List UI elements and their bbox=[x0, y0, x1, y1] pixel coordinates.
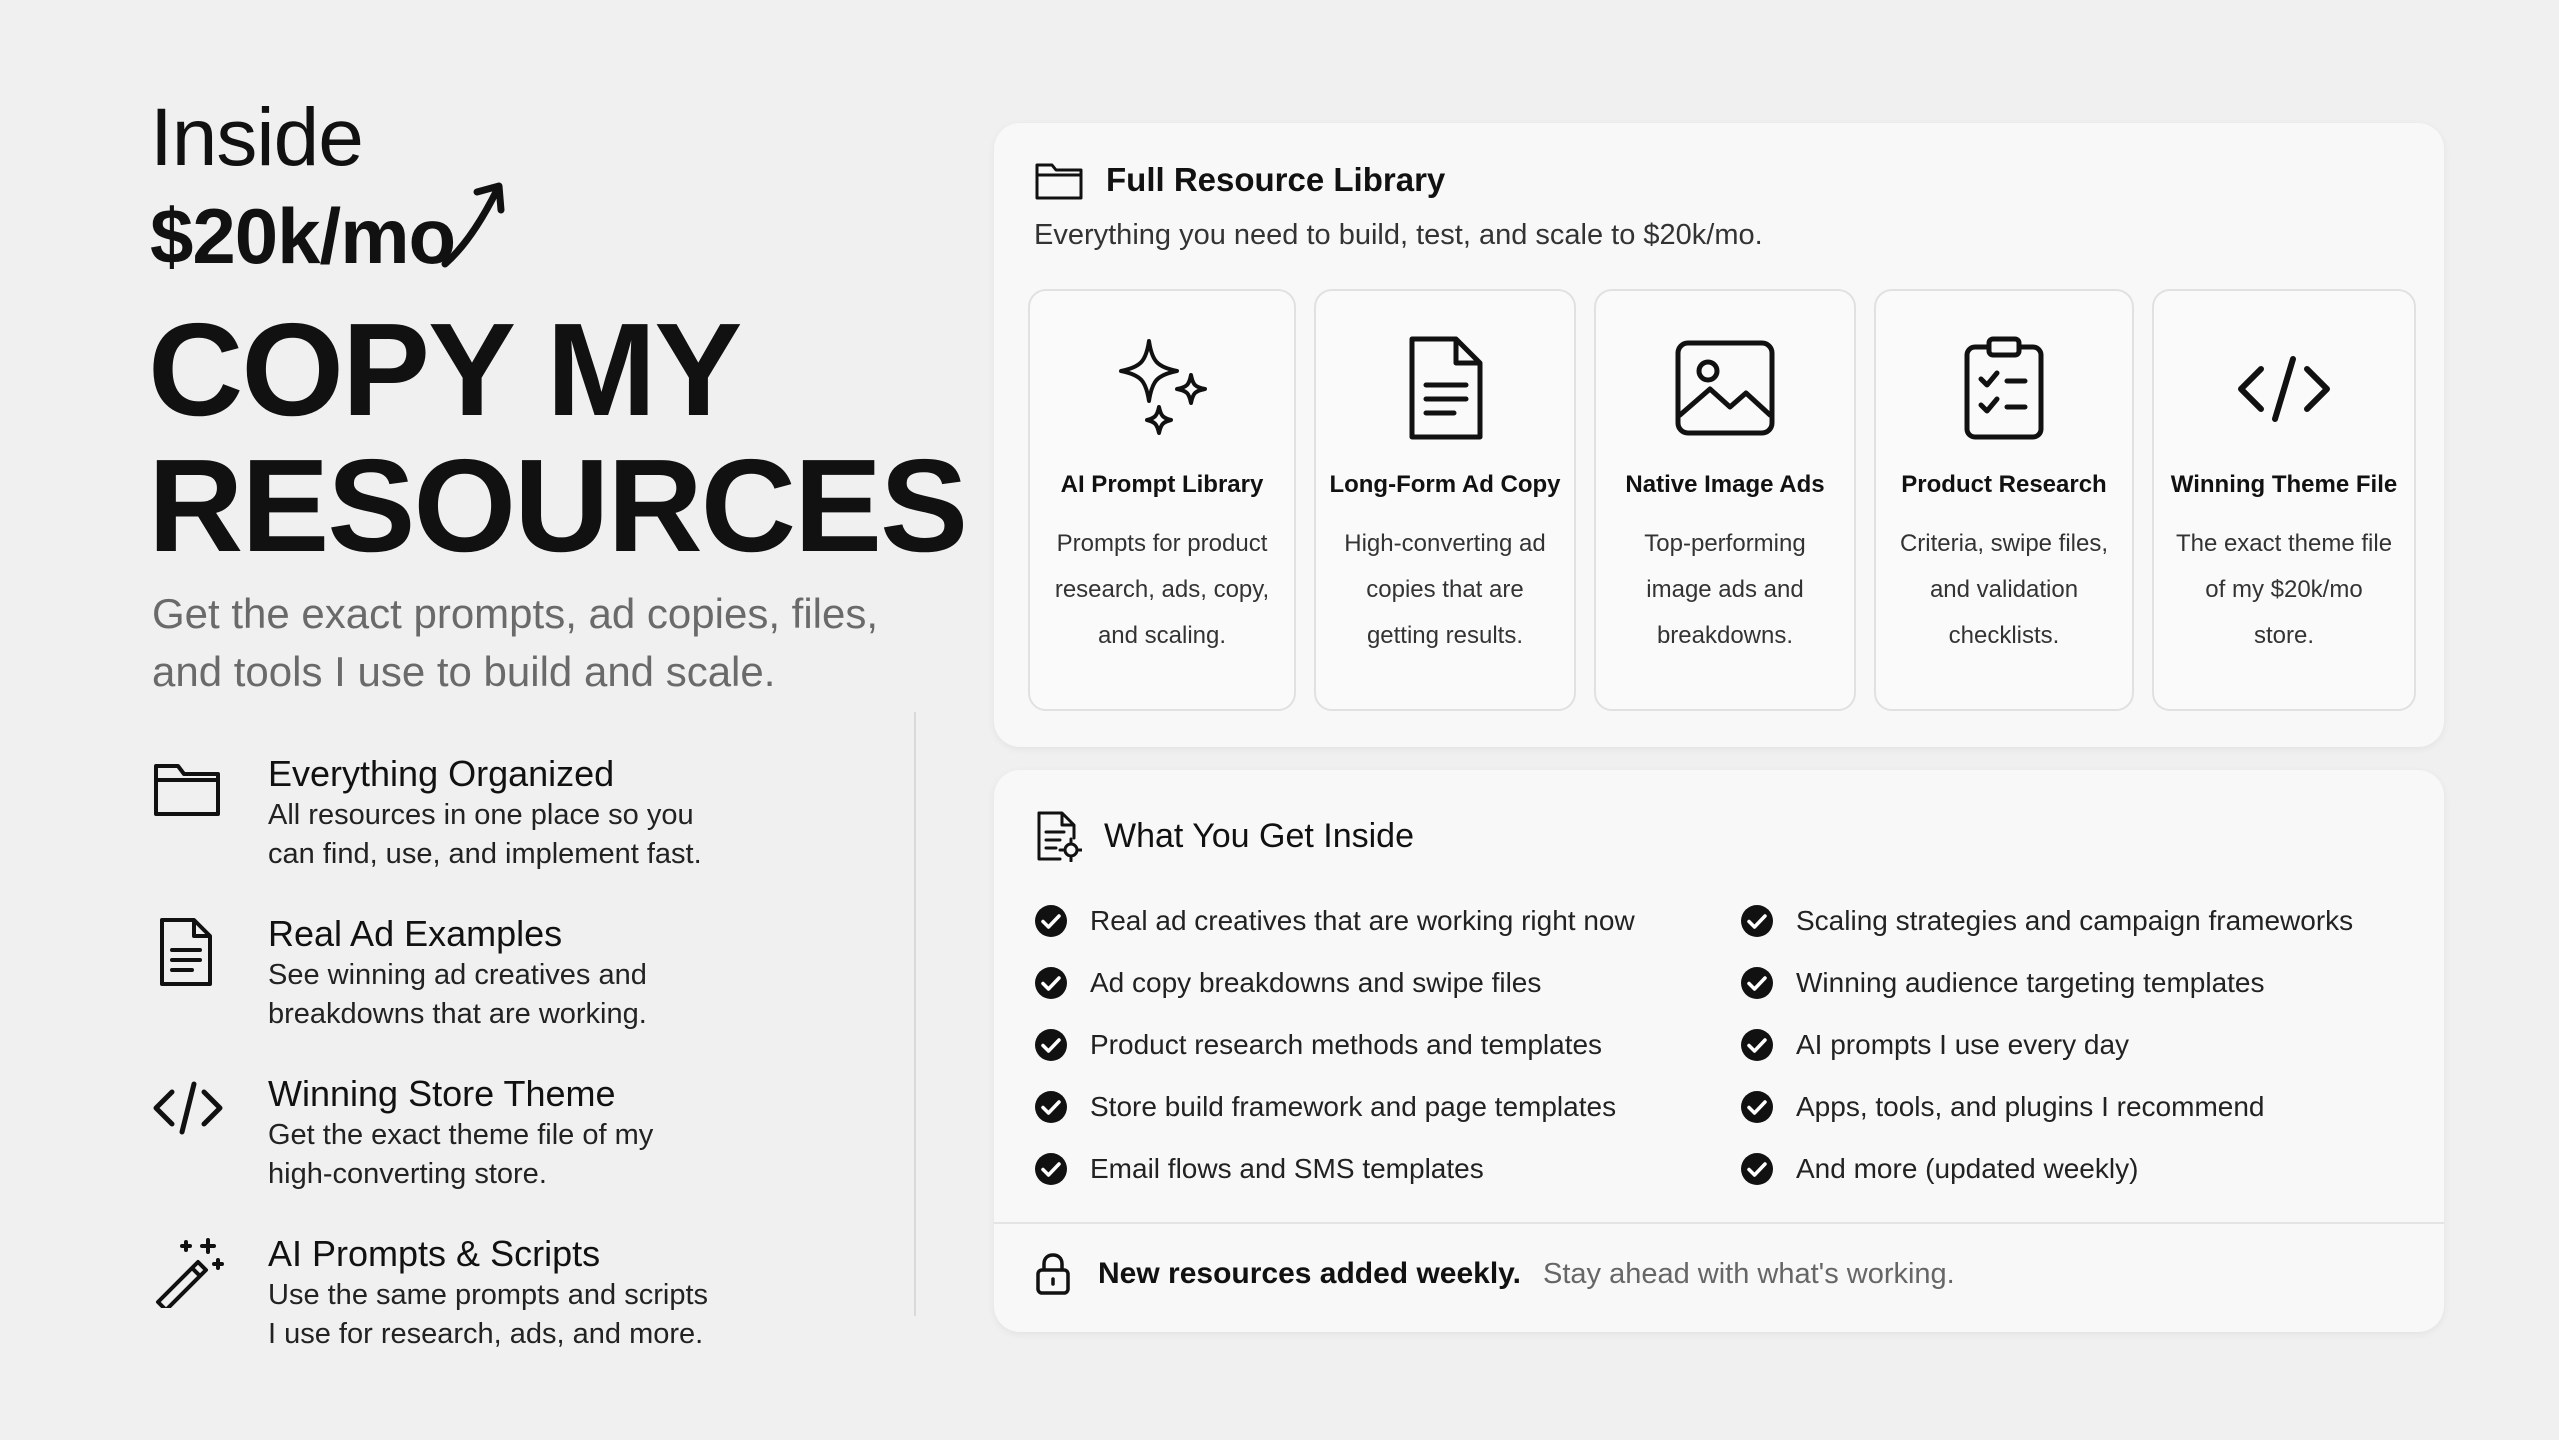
feature-item-organized bbox=[152, 752, 872, 874]
feature-item-ad-examples bbox=[152, 912, 872, 1034]
page-title bbox=[148, 296, 967, 579]
card-divider bbox=[994, 1222, 2444, 1224]
benefit-text: And more (updated weekly) bbox=[1796, 1153, 2139, 1184]
arrow-up-right-icon bbox=[439, 180, 509, 270]
benefit-text: Ad copy breakdowns and swipe files bbox=[1090, 967, 1542, 998]
update-notice-strong: New resources added weekly. bbox=[1098, 1257, 1521, 1290]
resource-tile-description-line: breakdowns. bbox=[1656, 622, 1794, 649]
resource-tile-description bbox=[1043, 521, 1281, 659]
feature-title: Winning Store Theme bbox=[268, 1073, 616, 1114]
benefit-item bbox=[1034, 1026, 1740, 1064]
what-you-get-header bbox=[1034, 810, 1414, 862]
resource-tile-description bbox=[2164, 521, 2404, 659]
check-circle-icon bbox=[1740, 904, 1774, 938]
feature-title: Real Ad Examples bbox=[268, 913, 563, 954]
benefit-text: AI prompts I use every day bbox=[1796, 1029, 2130, 1060]
resource-tile-description bbox=[1332, 521, 1557, 659]
resource-library-title: Full Resource Library bbox=[1106, 161, 1446, 198]
resource-tile-title: Winning Theme File bbox=[2170, 471, 2398, 498]
feature-item-store-theme bbox=[152, 1072, 872, 1194]
page-subtitle bbox=[152, 585, 912, 701]
resource-tile-description-line: research, ads, copy, bbox=[1054, 576, 1270, 603]
resource-tile-description-line: Top-performing bbox=[1644, 530, 1806, 557]
page-subtitle-line-1: Get the exact prompts, ad copies, files, bbox=[152, 590, 879, 637]
benefit-item bbox=[1740, 902, 2420, 940]
resource-tile-description-line: of my $20k/mo bbox=[2205, 576, 2363, 603]
resource-tile-description-line: and validation bbox=[1929, 576, 2079, 603]
resource-tile-title: Long-Form Ad Copy bbox=[1329, 471, 1561, 498]
resource-tile-description bbox=[1632, 521, 1817, 659]
feature-description: I use for research, ads, and more. bbox=[268, 1318, 704, 1350]
benefit-text: Apps, tools, and plugins I recommend bbox=[1796, 1091, 2265, 1122]
resource-tile-title: Native Image Ads bbox=[1625, 471, 1825, 498]
resource-tile-description-line: checklists. bbox=[1948, 622, 2060, 649]
code-icon bbox=[2231, 335, 2337, 441]
feature-description: high-converting store. bbox=[268, 1158, 547, 1190]
benefit-item bbox=[1740, 1150, 2420, 1188]
check-circle-icon bbox=[1740, 1090, 1774, 1124]
folder-icon bbox=[152, 756, 224, 820]
resource-tile-winning-theme-file[interactable] bbox=[2152, 289, 2416, 711]
resource-tile-description-line: store. bbox=[2253, 622, 2314, 649]
folder-icon bbox=[1034, 159, 1084, 201]
column-divider bbox=[914, 712, 916, 1316]
benefit-item bbox=[1034, 902, 1740, 940]
resource-tile-native-image-ads[interactable] bbox=[1594, 289, 1856, 711]
document-icon bbox=[152, 916, 224, 988]
benefit-item bbox=[1034, 1150, 1740, 1188]
feature-title: Everything Organized bbox=[268, 753, 615, 794]
resource-tile-title: AI Prompt Library bbox=[1060, 471, 1264, 498]
benefit-item bbox=[1740, 1026, 2420, 1064]
benefit-text: Winning audience targeting templates bbox=[1796, 967, 2265, 998]
check-circle-icon bbox=[1034, 904, 1068, 938]
resource-tile-description-line: Criteria, swipe files, bbox=[1899, 530, 2109, 557]
check-circle-icon bbox=[1740, 966, 1774, 1000]
document-settings-icon bbox=[1034, 810, 1082, 862]
resource-tile-description bbox=[1888, 521, 2120, 659]
resource-tiles bbox=[1028, 289, 2416, 711]
benefit-text: Product research methods and templates bbox=[1090, 1029, 1603, 1060]
check-circle-icon bbox=[1740, 1152, 1774, 1186]
resource-tile-title: Product Research bbox=[1901, 471, 2107, 498]
resource-tile-description-line: The exact theme file bbox=[2175, 530, 2393, 557]
benefit-item bbox=[1740, 1088, 2420, 1126]
feature-description: Get the exact theme file of my bbox=[268, 1119, 654, 1151]
resource-tile-description-line: Prompts for product bbox=[1056, 530, 1268, 557]
feature-description: Use the same prompts and scripts bbox=[268, 1279, 709, 1311]
resource-library-header bbox=[1034, 159, 1445, 201]
benefit-checklist bbox=[1034, 902, 2434, 1188]
resource-tile-product-research[interactable] bbox=[1874, 289, 2134, 711]
benefit-text: Email flows and SMS templates bbox=[1090, 1153, 1484, 1184]
feature-description: breakdowns that are working. bbox=[268, 998, 647, 1030]
benefit-item bbox=[1740, 964, 2420, 1002]
resource-tile-description-line: getting results. bbox=[1366, 622, 1524, 649]
resource-tile-ai-prompt-library[interactable] bbox=[1028, 289, 1296, 711]
feature-list bbox=[152, 752, 872, 1392]
resource-tile-description-line: image ads and bbox=[1646, 576, 1804, 603]
check-circle-icon bbox=[1034, 1028, 1068, 1062]
update-notice-soft: Stay ahead with what's working. bbox=[1542, 1258, 1955, 1290]
what-you-get-title: What You Get Inside bbox=[1104, 817, 1414, 855]
magic-wand-icon bbox=[152, 1236, 224, 1308]
brand-inside-text: Inside bbox=[150, 92, 363, 183]
benefit-text: Scaling strategies and campaign frameworks bbox=[1796, 905, 2354, 936]
check-circle-icon bbox=[1034, 966, 1068, 1000]
resource-tile-description-line: High-converting ad bbox=[1344, 530, 1546, 557]
brand-logo bbox=[150, 92, 509, 280]
feature-item-ai-prompts bbox=[152, 1232, 872, 1354]
check-circle-icon bbox=[1034, 1152, 1068, 1186]
check-circle-icon bbox=[1034, 1090, 1068, 1124]
feature-description: can find, use, and implement fast. bbox=[268, 838, 702, 870]
feature-description: All resources in one place so you bbox=[268, 799, 694, 831]
brand-amount-text: $20k/mo bbox=[150, 192, 456, 280]
page-subtitle-line-2: and tools I use to build and scale. bbox=[152, 648, 776, 695]
clipboard-checklist-icon bbox=[1951, 335, 2057, 441]
resource-library-subtitle: Everything you need to build, test, and scale to $20k/mo. bbox=[1034, 219, 1763, 251]
document-icon bbox=[1392, 335, 1498, 441]
resource-tile-description-line: copies that are bbox=[1366, 576, 1524, 603]
sparkles-icon bbox=[1109, 335, 1215, 441]
page-title-line-2: RESOURCES bbox=[148, 432, 967, 579]
resource-library-card bbox=[994, 123, 2444, 747]
benefit-item bbox=[1034, 1088, 1740, 1126]
resource-tile-description-line: and scaling. bbox=[1097, 622, 1227, 649]
code-icon bbox=[152, 1076, 224, 1140]
update-notice bbox=[1034, 1252, 1955, 1296]
feature-title: AI Prompts & Scripts bbox=[268, 1233, 601, 1274]
benefit-item bbox=[1034, 964, 1740, 1002]
what-you-get-card bbox=[994, 770, 2444, 1332]
feature-description: See winning ad creatives and bbox=[268, 959, 647, 991]
check-circle-icon bbox=[1740, 1028, 1774, 1062]
image-icon bbox=[1672, 335, 1778, 441]
page-title-line-1: COPY MY bbox=[148, 296, 741, 443]
resource-tile-long-form-ad-copy[interactable] bbox=[1314, 289, 1576, 711]
benefit-text: Real ad creatives that are working right now bbox=[1090, 905, 1635, 936]
benefit-text: Store build framework and page templates bbox=[1090, 1091, 1617, 1122]
lock-icon bbox=[1034, 1252, 1072, 1296]
